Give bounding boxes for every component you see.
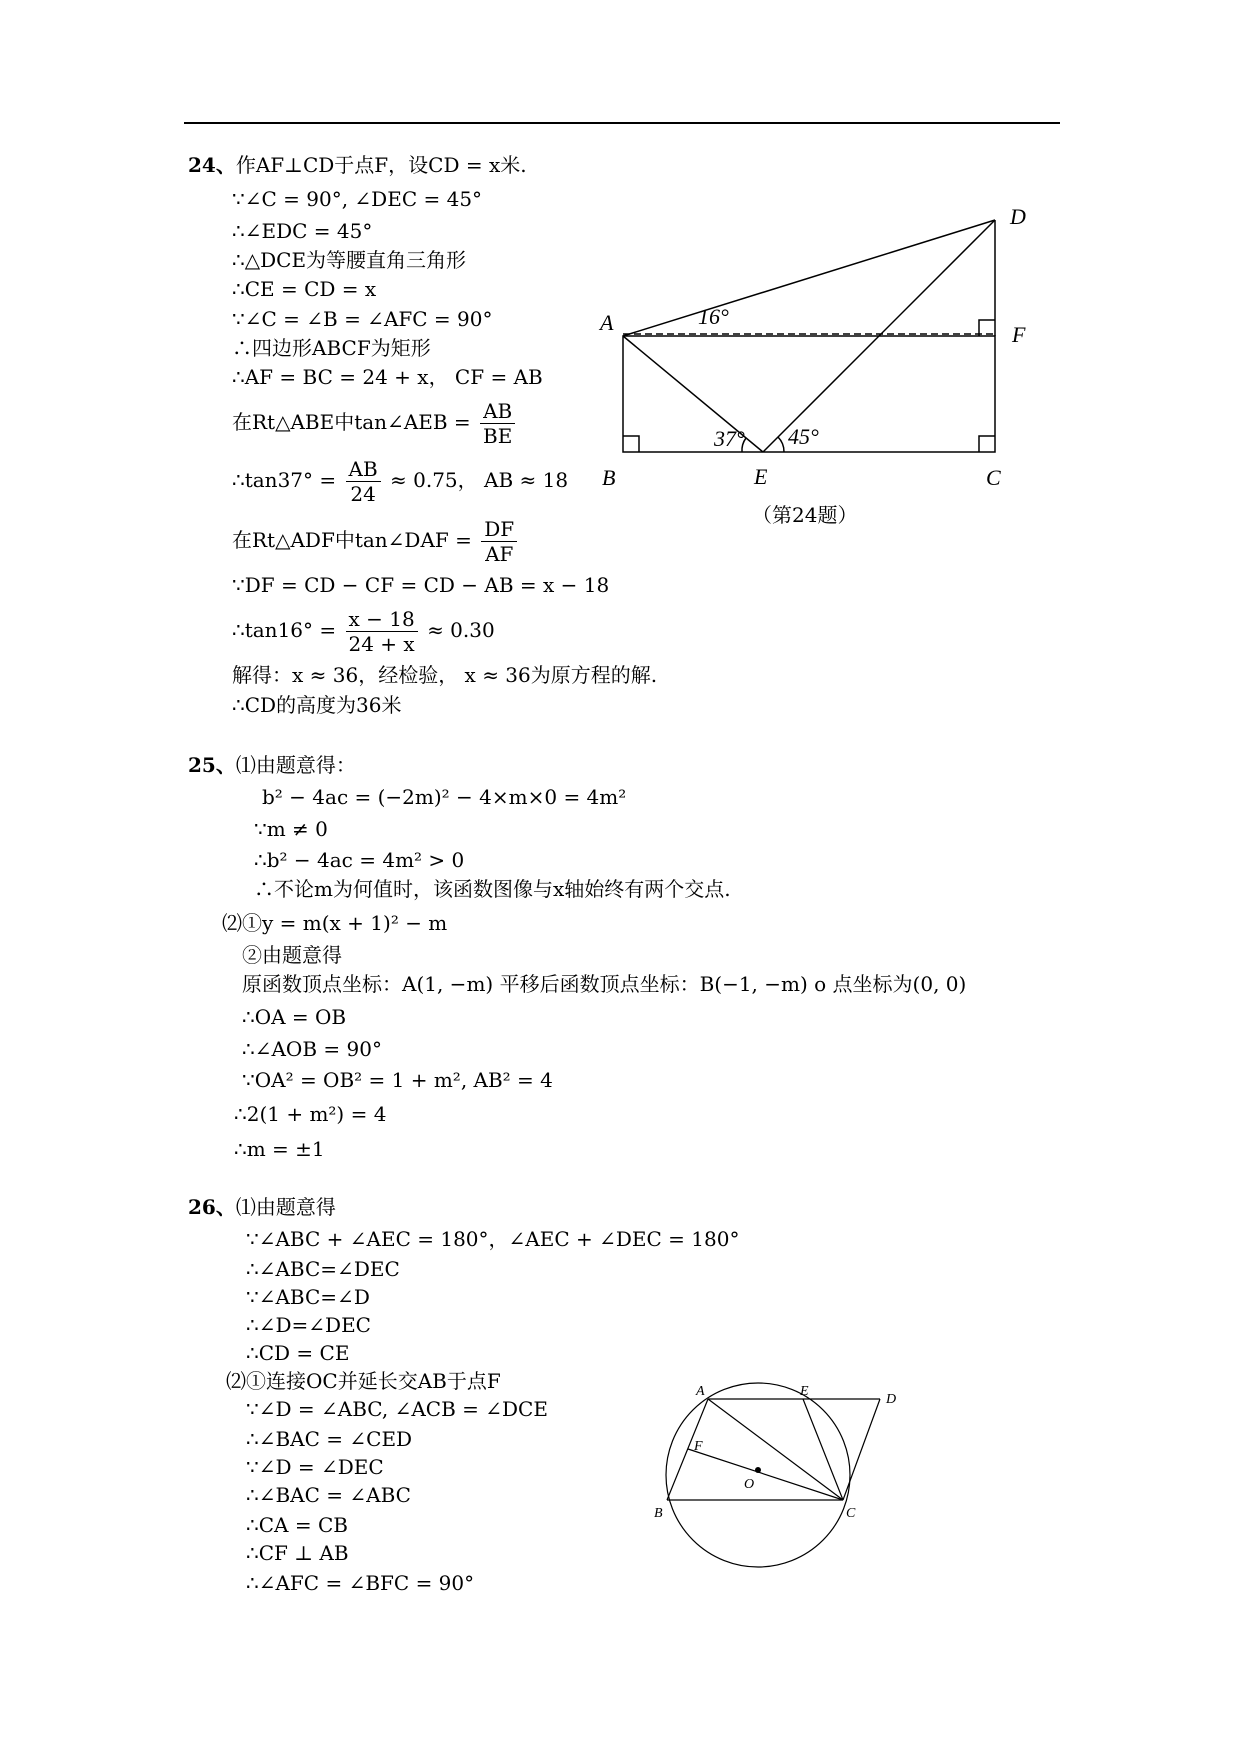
q24-tan-aeb (232, 396, 518, 448)
q25-part1-line-4: ∴不论m为何值时，该函数图像与x轴始终有两个交点. (254, 877, 731, 901)
q24-tan-aeb-label: 在Rt△ABE中tan∠AEB = (232, 410, 471, 434)
q24-tan16-label: ∴tan16° = (232, 618, 337, 642)
q25-part2-line-1: ∴OA = OB (242, 1005, 347, 1029)
right-angle-b (623, 436, 639, 452)
fraction-denominator: AF (485, 542, 514, 566)
q26-part2-line-4: ∴∠BAC = ∠ABC (246, 1483, 411, 1507)
q24-line-4: ∴CE = CD = x (232, 277, 377, 301)
fraction-numerator: AB (480, 399, 515, 424)
q24-line-3: ∴△DCE为等腰直角三角形 (232, 248, 467, 272)
q26-part2-line-5: ∴CA = CB (246, 1513, 348, 1537)
label-e: E (754, 464, 768, 489)
q25-part2-line-5: ∴m = ±1 (234, 1137, 325, 1161)
q25-part2-line-2: ∴∠AOB = 90° (242, 1037, 382, 1061)
q26-part2-line-1: ∵∠D = ∠ABC, ∠ACB = ∠DCE (246, 1397, 548, 1421)
fraction-denominator: 24 + x (348, 632, 415, 656)
q24-line-1: ∵∠C = 90°, ∠DEC = 45° (232, 187, 483, 211)
q24-tan37-label: ∴tan37° = (232, 468, 337, 492)
q24-tan37 (232, 454, 568, 506)
q25-part2-line-3: ∵OA² = OB² = 1 + m², AB² = 4 (242, 1068, 553, 1092)
header-rule (184, 122, 1060, 124)
label-d: D (886, 1392, 897, 1407)
label-e: E (800, 1384, 809, 1399)
q25-part2-line-4: ∴2(1 + m²) = 4 (234, 1102, 387, 1126)
segment-ad (623, 220, 995, 336)
q24-tan-daf (232, 514, 520, 566)
q26-part2-line-3: ∵∠D = ∠DEC (246, 1455, 384, 1479)
label-c: C (846, 1506, 856, 1521)
angle-label-45: 45° (788, 424, 819, 449)
label-c: C (986, 465, 1001, 490)
label-b: B (602, 465, 616, 490)
q26-part2-line-7: ∴∠AFC = ∠BFC = 90° (246, 1571, 475, 1595)
fraction-numerator: DF (481, 517, 517, 542)
angle-label-16: 16° (698, 304, 729, 329)
label-f: F (694, 1439, 703, 1454)
q24-number: 24、 (188, 153, 236, 177)
q25-part1-line-1: b² − 4ac = (−2m)² − 4×m×0 = 4m² (262, 785, 627, 809)
q26-part1-line-5: ∴CD = CE (246, 1341, 350, 1365)
q26-part1-line-4: ∴∠D=∠DEC (246, 1313, 371, 1337)
angle-label-37: 37° (714, 426, 745, 451)
label-a: A (600, 310, 614, 335)
q24-tan16-result: ≈ 0.30 (427, 618, 495, 642)
q25-part2-vertex: 原函数顶点坐标：A(1, −m) 平移后函数顶点坐标：B(−1, −m) o 点坐标为(0, 0) (242, 972, 967, 996)
q24-line-5: ∵∠C = ∠B = ∠AFC = 90° (232, 307, 493, 331)
q24-line-7: ∴AF = BC = 24 + x， CF = AB (232, 365, 543, 389)
q26-part1-line (188, 1194, 336, 1220)
q24-solve-line: 解得：x ≈ 36，经检验， x ≈ 36为原方程的解. (232, 663, 658, 687)
q26-number: 26、 (188, 1195, 236, 1219)
segment-dc (843, 1399, 880, 1500)
q24-tan-daf-label: 在Rt△ADF中tan∠DAF = (232, 528, 472, 552)
q26-figure (650, 1372, 930, 1572)
fraction-denominator: BE (483, 424, 513, 448)
q24-intro: 作AF⊥CD于点F，设CD = x米. (235, 153, 527, 177)
arc-45 (778, 437, 784, 452)
q26-part1-title: ⑴由题意得 (235, 1195, 336, 1219)
q24-line-2: ∴∠EDC = 45° (232, 219, 373, 243)
label-o: O (744, 1477, 755, 1492)
label-a: A (696, 1384, 705, 1399)
segment-fc (688, 1449, 843, 1500)
q26-part1-line-2: ∴∠ABC=∠DEC (246, 1257, 400, 1281)
q26-part2-line-6: ∴CF ⊥ AB (246, 1541, 349, 1565)
q24-tan-daf-fraction (481, 517, 517, 566)
q25-number: 25、 (188, 753, 236, 777)
q24-figure (590, 200, 1030, 500)
q24-df-line: ∵DF = CD − CF = CD − AB = x − 18 (232, 573, 610, 597)
q24-tan37-result: ≈ 0.75， AB ≈ 18 (390, 468, 569, 492)
q26-part1-line-1: ∵∠ABC + ∠AEC = 180°，∠AEC + ∠DEC = 180° (246, 1227, 740, 1251)
q25-part1-title: ⑴由题意得： (235, 753, 356, 777)
q25-part1-line-3: ∴b² − 4ac = 4m² > 0 (254, 848, 465, 872)
q24-tan16-fraction (346, 607, 418, 656)
fraction-denominator: 24 (350, 482, 376, 506)
q24-line-6: ∴四边形ABCF为矩形 (232, 336, 431, 360)
q25-part1-line (188, 752, 356, 778)
q25-part2-sub: ②由题意得 (242, 943, 342, 967)
q24-tan-aeb-fraction (480, 399, 515, 448)
center-dot-o (755, 1467, 761, 1473)
q26-part1-line-3: ∵∠ABC=∠D (246, 1285, 370, 1309)
q24-figure-caption: （第24题） (752, 503, 858, 527)
circle-o (666, 1383, 850, 1567)
q24-tan16 (232, 604, 495, 656)
q26-part2-title: ⑵①连接OC并延长交AB于点F (226, 1369, 501, 1393)
q26-part2-line-2: ∴∠BAC = ∠CED (246, 1427, 413, 1451)
q24-tan37-fraction (346, 457, 381, 506)
q24-conclusion: ∴CD的高度为36米 (232, 693, 402, 717)
fraction-numerator: AB (346, 457, 381, 482)
q25-part1-line-2: ∵m ≠ 0 (254, 817, 328, 841)
q25-part2-title: ⑵①y = m(x + 1)² − m (222, 911, 448, 935)
label-b: B (654, 1506, 663, 1521)
q24-intro-line (188, 152, 527, 178)
label-d: D (1010, 204, 1026, 229)
label-f: F (1012, 322, 1026, 347)
fraction-numerator: x − 18 (346, 607, 418, 632)
right-angle-c (979, 436, 995, 452)
